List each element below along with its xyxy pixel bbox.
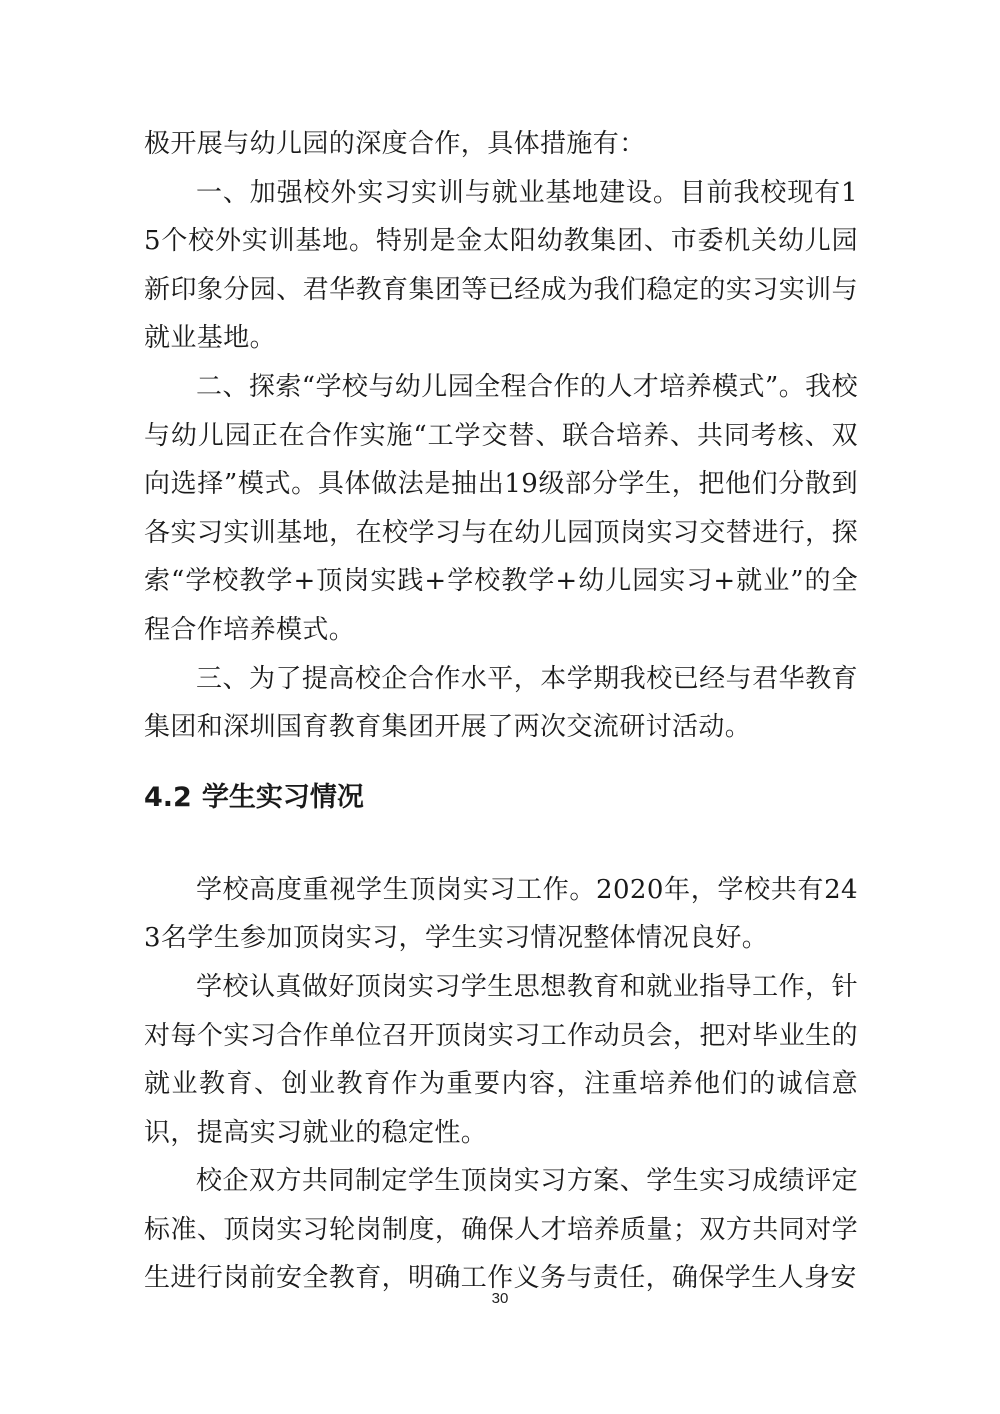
section-heading: [144, 774, 858, 822]
paragraph-measure-three: 三、为了提高校企合作水平，本学期我校已经与君华教育集团和深圳国育教育集团开展了两次交流研讨活动。: [144, 663, 858, 743]
paragraph-internship-overview: 学校高度重视学生顶岗实习工作。2020年，学校共有243名学生参加顶岗实习，学生实习情况整体情况良好。: [144, 874, 858, 954]
section-number: 4.2: [144, 781, 192, 813]
paragraph-internship-guidance: 学校认真做好顶岗实习学生思想教育和就业指导工作，针对每个实习合作单位召开顶岗实习工作动员会，把对毕业生的就业教育、创业教育作为重要内容，注重培养他们的诚信意识，提高实习就业的稳定性。: [144, 971, 858, 1148]
paragraph-intro: 极开展与幼儿园的深度合作，具体措施有：: [144, 129, 646, 159]
document-body: [144, 120, 858, 1303]
section-title: 学生实习情况: [201, 781, 364, 813]
paragraph-measure-two: 二、探索“学校与幼儿园全程合作的人才培养模式”。我校与幼儿园正在合作实施“工学交替、联合培养、共同考核、双向选择”模式。具体做法是抽出19级部分学生，把他们分散到各实习实训基地，在校学习与在幼儿园顶岗实习交替进行，探索“学校教学+顶岗实践+学校教学+幼儿园实习+就业”的全程合作培养模式。: [144, 371, 858, 645]
paragraph-internship-cooperation: 校企双方共同制定学生顶岗实习方案、学生实习成绩评定标准、顶岗实习轮岗制度，确保人才培养质量；双方共同对学生进行岗前安全教育，明确工作义务与责任，确保学生人身安: [144, 1166, 858, 1294]
page-number: 30: [491, 1290, 509, 1307]
paragraph-measure-one: 一、加强校外实习实训与就业基地建设。目前我校现有15个校外实训基地。特别是金太阳幼教集团、市委机关幼儿园新印象分园、君华教育集团等已经成为我们稳定的实习实训与就业基地。: [144, 177, 858, 354]
